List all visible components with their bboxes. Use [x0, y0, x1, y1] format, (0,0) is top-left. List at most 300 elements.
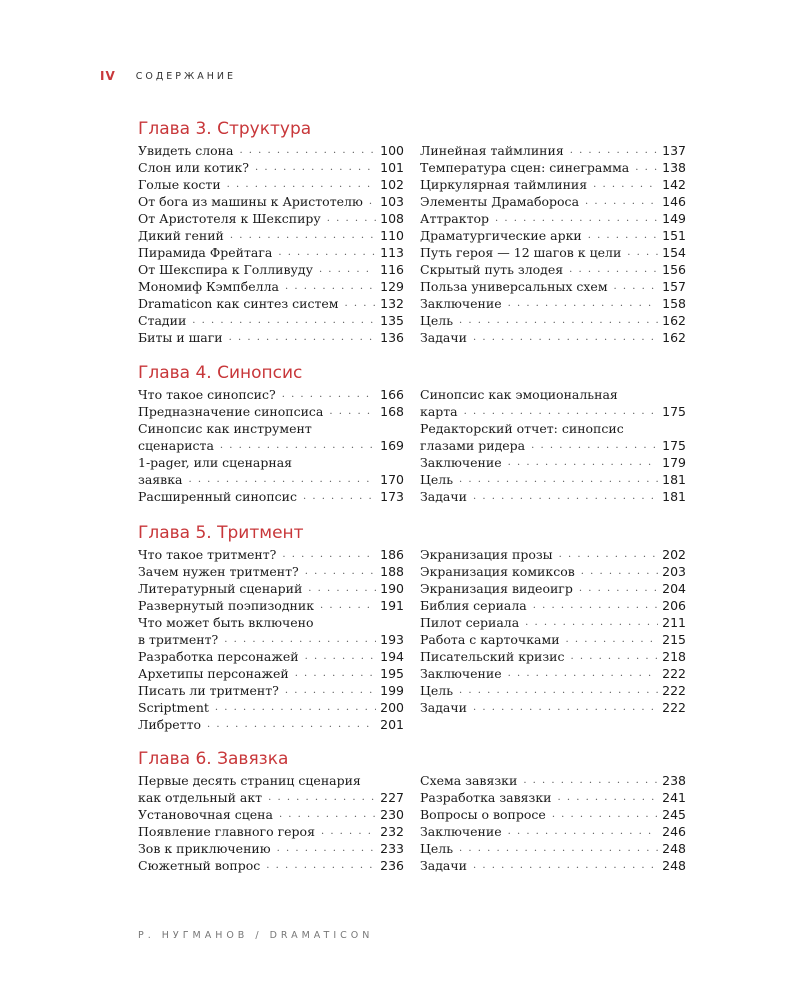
dot-leader — [321, 823, 376, 840]
toc-entry[interactable] — [420, 614, 686, 631]
toc-entry[interactable] — [138, 665, 404, 682]
toc-entry-row — [420, 454, 686, 471]
toc-entry-title: Мономиф Кэмпбелла — [138, 279, 279, 294]
toc-entry-page: 113 — [380, 245, 404, 260]
toc-entry-title: Установочная сцена — [138, 807, 273, 822]
dot-leader — [255, 159, 376, 176]
toc-entry-row — [138, 857, 404, 874]
dot-leader — [345, 295, 376, 312]
dot-leader — [305, 563, 376, 580]
toc-entry-title: Польза универсальных схем — [420, 279, 608, 294]
toc-entry-page: 166 — [380, 387, 404, 402]
toc-entry-page: 191 — [380, 598, 404, 613]
toc-entry[interactable] — [420, 772, 686, 789]
toc-entry-title: От Аристотеля к Шекспиру — [138, 211, 321, 226]
toc-entry[interactable] — [420, 261, 686, 278]
toc-entry-row — [138, 278, 404, 295]
toc-entry-row — [420, 772, 686, 789]
toc-entry-page: 142 — [662, 177, 686, 192]
toc-entry[interactable] — [138, 597, 404, 614]
toc-entry-title-line: Первые десять страниц сценария — [138, 773, 361, 788]
toc-entry-row — [420, 631, 686, 648]
dot-leader — [473, 699, 658, 716]
toc-entry-title: Развернутый поэпизодник — [138, 598, 315, 613]
toc-entry-row — [138, 159, 404, 176]
toc-entry-page: 190 — [380, 581, 404, 596]
toc-entry[interactable] — [138, 546, 404, 563]
toc-entry-title-line: Что может быть включено — [138, 615, 314, 630]
toc-column-right — [420, 546, 686, 716]
toc-entry-page: 236 — [380, 858, 404, 873]
dot-leader — [566, 631, 658, 648]
dot-leader — [305, 648, 376, 665]
toc-entry[interactable] — [420, 386, 686, 420]
toc-entry-title: Разработка персонажей — [138, 649, 299, 664]
toc-entry-page: 175 — [662, 438, 686, 453]
toc-entry[interactable] — [138, 261, 404, 278]
toc-entry-page: 230 — [380, 807, 404, 822]
dot-leader — [188, 471, 376, 488]
toc-entry-title: Экранизация прозы — [420, 547, 553, 562]
toc-entry-page: 135 — [380, 313, 404, 328]
toc-entry-page: 204 — [662, 581, 686, 596]
toc-column-right — [420, 772, 686, 874]
toc-entry[interactable] — [138, 857, 404, 874]
toc-entry-row — [420, 648, 686, 665]
toc-entry-page: 193 — [380, 632, 404, 647]
toc-entry[interactable] — [420, 789, 686, 806]
toc-entry-row — [420, 278, 686, 295]
toc-entry-page: 158 — [662, 296, 686, 311]
chapter-title: Глава 4. Синопсис — [138, 363, 303, 383]
toc-entry-page: 137 — [662, 143, 686, 158]
toc-entry-title: Заключение — [420, 455, 502, 470]
toc-entry-title: Температура сцен: синеграмма — [420, 160, 630, 175]
toc-entry[interactable] — [420, 857, 686, 874]
toc-entry[interactable] — [420, 244, 686, 261]
running-header — [100, 68, 236, 84]
toc-entry-page: 232 — [380, 824, 404, 839]
toc-entry-row — [138, 631, 404, 648]
toc-entry-row — [420, 840, 686, 857]
toc-entry[interactable] — [420, 454, 686, 471]
toc-entry-page: 156 — [662, 262, 686, 277]
toc-entry-row — [420, 403, 686, 420]
toc-entry-row — [138, 403, 404, 420]
toc-entry-row — [420, 261, 686, 278]
toc-entry-title: Зачем нужен тритмент? — [138, 564, 299, 579]
toc-entry-row — [420, 699, 686, 716]
dot-leader — [285, 682, 376, 699]
dot-leader — [473, 329, 658, 346]
toc-entry-title: Задачи — [420, 700, 467, 715]
toc-entry-title: Появление главного героя — [138, 824, 315, 839]
toc-entry-title: Слон или котик? — [138, 160, 250, 175]
toc-entry[interactable] — [138, 454, 404, 488]
toc-entry[interactable] — [420, 488, 686, 505]
toc-entry[interactable] — [420, 665, 686, 682]
dot-leader — [227, 176, 376, 193]
toc-entry-title: Экранизация комиксов — [420, 564, 575, 579]
toc-entry-row — [138, 699, 404, 716]
toc-entry-page: 181 — [662, 472, 686, 487]
toc-entry-row — [420, 227, 686, 244]
toc-entry-title: Цель — [420, 683, 454, 698]
dot-leader — [588, 227, 658, 244]
dot-leader — [571, 648, 659, 665]
chapter-title: Глава 6. Завязка — [138, 749, 289, 769]
toc-entry-row — [138, 142, 404, 159]
toc-column-right — [420, 142, 686, 346]
toc-entry[interactable] — [138, 312, 404, 329]
dot-leader — [319, 261, 376, 278]
toc-entry[interactable] — [138, 580, 404, 597]
toc-entry-page: 101 — [380, 160, 404, 175]
dot-leader — [473, 488, 658, 505]
dot-leader — [282, 386, 376, 403]
toc-entry-title: Сюжетный вопрос — [138, 858, 261, 873]
dot-leader — [320, 597, 376, 614]
toc-entry-title: Предназначение синопсиса — [138, 404, 324, 419]
dot-leader — [559, 546, 658, 563]
toc-entry[interactable] — [420, 312, 686, 329]
toc-entry-title: Задачи — [420, 330, 467, 345]
chapter-section — [138, 362, 686, 504]
toc-entry-title: Циркулярная таймлиния — [420, 177, 588, 192]
toc-entry-row — [420, 193, 686, 210]
toc-entry-page: 199 — [380, 683, 404, 698]
toc-entry-title: Scriptment — [138, 700, 209, 715]
toc-entry-row — [420, 806, 686, 823]
toc-entry[interactable] — [420, 823, 686, 840]
toc-entry-row — [420, 210, 686, 227]
toc-entry-row — [420, 471, 686, 488]
toc-entry[interactable] — [420, 176, 686, 193]
toc-entry-title: Биты и шаги — [138, 330, 223, 345]
toc-entry-row — [420, 295, 686, 312]
toc-entry[interactable] — [138, 420, 404, 454]
toc-entry[interactable] — [138, 210, 404, 227]
toc-entry-page: 241 — [662, 790, 686, 805]
dot-leader — [279, 806, 376, 823]
toc-entry-title: Разработка завязки — [420, 790, 552, 805]
toc-entry-row — [138, 488, 404, 505]
dot-leader — [369, 193, 376, 210]
section-title: СОДЕРЖАНИЕ — [135, 70, 237, 82]
toc-entry-title: Библия сериала — [420, 598, 527, 613]
toc-entry-row — [138, 227, 404, 244]
toc-entry-row — [420, 789, 686, 806]
toc-entry[interactable] — [420, 193, 686, 210]
dot-leader — [495, 210, 658, 227]
dot-leader — [581, 563, 658, 580]
toc-entry-page: 110 — [380, 228, 404, 243]
toc-entry-row — [138, 329, 404, 346]
dot-leader — [229, 329, 376, 346]
toc-entry[interactable] — [420, 682, 686, 699]
toc-entry[interactable] — [420, 295, 686, 312]
dot-leader — [459, 682, 658, 699]
toc-entry[interactable] — [138, 563, 404, 580]
toc-entry[interactable] — [138, 840, 404, 857]
toc-entry-title: Вопросы о вопросе — [420, 807, 546, 822]
toc-entry-page: 103 — [380, 194, 404, 209]
toc-entry-page: 222 — [662, 666, 686, 681]
toc-entry[interactable] — [420, 840, 686, 857]
dot-leader — [635, 159, 658, 176]
toc-entry[interactable] — [420, 648, 686, 665]
dot-leader — [533, 597, 658, 614]
dot-leader — [569, 261, 658, 278]
dot-leader — [308, 580, 376, 597]
toc-entry-page: 169 — [380, 438, 404, 453]
toc-column-left — [138, 772, 404, 874]
toc-column-left — [138, 546, 404, 733]
chapter-title: Глава 5. Тритмент — [138, 523, 304, 543]
toc-entry[interactable] — [420, 699, 686, 716]
toc-entry-row — [420, 176, 686, 193]
dot-leader — [207, 716, 376, 733]
toc-entry-page: 173 — [380, 489, 404, 504]
toc-entry-title: Цель — [420, 472, 454, 487]
toc-entry[interactable] — [420, 210, 686, 227]
toc-entry[interactable] — [420, 580, 686, 597]
toc-entry-page: 175 — [662, 404, 686, 419]
dot-leader — [464, 403, 658, 420]
toc-entry-title-line: Синопсис как инструмент — [138, 421, 312, 436]
toc-entry-title: Пирамида Фрейтага — [138, 245, 273, 260]
toc-entry-page: 100 — [380, 143, 404, 158]
toc-entry-title: в тритмент? — [138, 632, 219, 647]
toc-entry-title: Литературный сценарий — [138, 581, 303, 596]
toc-entry[interactable] — [420, 159, 686, 176]
dot-leader — [593, 176, 658, 193]
toc-entry-page: 202 — [662, 547, 686, 562]
toc-entry[interactable] — [138, 614, 404, 648]
toc-entry-row — [420, 437, 686, 454]
toc-entry-row — [138, 682, 404, 699]
toc-entry-page: 245 — [662, 807, 686, 822]
toc-entry[interactable] — [138, 386, 404, 403]
dot-leader — [459, 471, 658, 488]
toc-entry-title: Увидеть слона — [138, 143, 234, 158]
toc-entry[interactable] — [138, 193, 404, 210]
toc-entry[interactable] — [420, 806, 686, 823]
toc-entry-page: 201 — [380, 717, 404, 732]
toc-entry-page: 200 — [380, 700, 404, 715]
toc-entry-row — [138, 563, 404, 580]
dot-leader — [508, 823, 658, 840]
toc-entry-title: Цель — [420, 841, 454, 856]
toc-entry-row — [138, 648, 404, 665]
toc-entry[interactable] — [138, 823, 404, 840]
dot-leader — [508, 665, 658, 682]
toc-entry[interactable] — [138, 295, 404, 312]
toc-column-right — [420, 386, 686, 505]
toc-entry-page: 188 — [380, 564, 404, 579]
dot-leader — [525, 614, 658, 631]
toc-entry-page: 151 — [662, 228, 686, 243]
toc-entry[interactable] — [420, 563, 686, 580]
toc-entry-title: Работа с карточками — [420, 632, 560, 647]
toc-entry[interactable] — [138, 329, 404, 346]
toc-entry-page: 238 — [662, 773, 686, 788]
toc-entry-row — [138, 546, 404, 563]
dot-leader — [473, 857, 658, 874]
dot-leader — [459, 840, 658, 857]
toc-entry[interactable] — [420, 278, 686, 295]
toc-entry-page: 162 — [662, 330, 686, 345]
chapter-section — [138, 522, 686, 732]
toc-entry[interactable] — [138, 682, 404, 699]
toc-entry-title: Аттрактор — [420, 211, 490, 226]
toc-entry-title: Архетипы персонажей — [138, 666, 289, 681]
toc-entry-title: Писательский кризис — [420, 649, 565, 664]
toc-entry[interactable] — [420, 142, 686, 159]
toc-entry-title: Пилот сериала — [420, 615, 520, 630]
toc-entry[interactable] — [420, 631, 686, 648]
toc-entry-page: 203 — [662, 564, 686, 579]
dot-leader — [508, 454, 658, 471]
dot-leader — [558, 789, 659, 806]
page-number: IV — [100, 69, 116, 83]
toc-entry-row — [420, 682, 686, 699]
toc-entry-row — [138, 716, 404, 733]
toc-entry-page: 248 — [662, 841, 686, 856]
toc-entry-page: 206 — [662, 598, 686, 613]
toc-entry-page: 108 — [380, 211, 404, 226]
toc-entry-row — [420, 580, 686, 597]
toc-entry-title: Либретто — [138, 717, 202, 732]
toc-entry-title: Что такое тритмент? — [138, 547, 277, 562]
toc-entry-row — [420, 488, 686, 505]
toc-entry-title: Драматургические арки — [420, 228, 582, 243]
toc-entry[interactable] — [138, 488, 404, 505]
toc-entry-row — [138, 193, 404, 210]
toc-entry-page: 154 — [662, 245, 686, 260]
dot-leader — [523, 772, 658, 789]
toc-entry-row — [138, 386, 404, 403]
toc-entry[interactable] — [420, 597, 686, 614]
toc-entry-page: 116 — [380, 262, 404, 277]
toc-entry-page: 218 — [662, 649, 686, 664]
toc-entry[interactable] — [138, 244, 404, 261]
dot-leader — [278, 244, 376, 261]
toc-entry-title: заявка — [138, 472, 183, 487]
toc-entry-page: 132 — [380, 296, 404, 311]
toc-entry-page: 248 — [662, 858, 686, 873]
toc-entry[interactable] — [420, 227, 686, 244]
toc-entry-title: Dramaticon как синтез систем — [138, 296, 339, 311]
dot-leader — [285, 278, 376, 295]
toc-entry[interactable] — [138, 648, 404, 665]
toc-entry[interactable] — [138, 227, 404, 244]
toc-entry-page: 181 — [662, 489, 686, 504]
toc-entry-row — [420, 546, 686, 563]
toc-entry-title: Голые кости — [138, 177, 221, 192]
toc-entry-title: Заключение — [420, 824, 502, 839]
running-footer: Р. НУГМАНОВ / DRAMATICON — [138, 930, 374, 941]
toc-entry-row — [138, 437, 404, 454]
toc-entry-row — [138, 471, 404, 488]
toc-entry[interactable] — [420, 471, 686, 488]
toc-entry-row — [138, 580, 404, 597]
toc-entry-page: 215 — [662, 632, 686, 647]
dot-leader — [627, 244, 658, 261]
toc-entry-title: Линейная таймлиния — [420, 143, 564, 158]
toc-entry[interactable] — [138, 806, 404, 823]
toc-entry-page: 136 — [380, 330, 404, 345]
toc-entry-page: 222 — [662, 683, 686, 698]
toc-entry-row — [420, 597, 686, 614]
toc-entry[interactable] — [420, 329, 686, 346]
dot-leader — [614, 278, 658, 295]
dot-leader — [303, 488, 376, 505]
toc-entry-row — [420, 329, 686, 346]
toc-entry-page: 168 — [380, 404, 404, 419]
toc-entry[interactable] — [138, 699, 404, 716]
toc-entry-page: 195 — [380, 666, 404, 681]
toc-entry-row — [138, 312, 404, 329]
toc-entry[interactable] — [138, 142, 404, 159]
toc-entry-row — [138, 823, 404, 840]
toc-entry-page: 170 — [380, 472, 404, 487]
dot-leader — [277, 840, 376, 857]
toc-entry-row — [138, 789, 404, 806]
toc-entry[interactable] — [138, 772, 404, 806]
dot-leader — [268, 789, 376, 806]
dot-leader — [570, 142, 658, 159]
toc-entry-title: как отдельный акт — [138, 790, 263, 805]
toc-entry-title: карта — [420, 404, 458, 419]
toc-entry[interactable] — [420, 420, 686, 454]
toc-entry[interactable] — [138, 716, 404, 733]
dot-leader — [230, 227, 376, 244]
toc-entry-row — [420, 823, 686, 840]
toc-entry-title: Схема завязки — [420, 773, 518, 788]
dot-leader — [459, 312, 658, 329]
toc-entry-row — [138, 295, 404, 312]
toc-entry-title: Задачи — [420, 858, 467, 873]
dot-leader — [585, 193, 658, 210]
toc-entry[interactable] — [420, 546, 686, 563]
toc-entry-title: Зов к приключению — [138, 841, 271, 856]
toc-entry-page: 138 — [662, 160, 686, 175]
toc-entry[interactable] — [138, 403, 404, 420]
toc-entry-title: Заключение — [420, 296, 502, 311]
toc-entry-row — [138, 244, 404, 261]
toc-entry-title: Экранизация видеоигр — [420, 581, 573, 596]
toc-entry-row — [420, 857, 686, 874]
dot-leader — [327, 210, 376, 227]
toc-entry-title: От бога из машины к Аристотелю — [138, 194, 363, 209]
toc-entry[interactable] — [138, 176, 404, 193]
toc-entry-title: глазами ридера — [420, 438, 526, 453]
toc-entry-row — [420, 312, 686, 329]
toc-entry-row — [138, 210, 404, 227]
toc-entry-row — [420, 244, 686, 261]
toc-entry-title: сценариста — [138, 438, 214, 453]
toc-entry-row — [138, 840, 404, 857]
toc-entry-page: 162 — [662, 313, 686, 328]
toc-column-left — [138, 142, 404, 346]
toc-entry-title: Расширенный синопсис — [138, 489, 297, 504]
toc-entry[interactable] — [138, 278, 404, 295]
toc-entry-title: Стадии — [138, 313, 187, 328]
toc-entry[interactable] — [138, 159, 404, 176]
toc-entry-row — [138, 597, 404, 614]
dot-leader — [215, 699, 376, 716]
